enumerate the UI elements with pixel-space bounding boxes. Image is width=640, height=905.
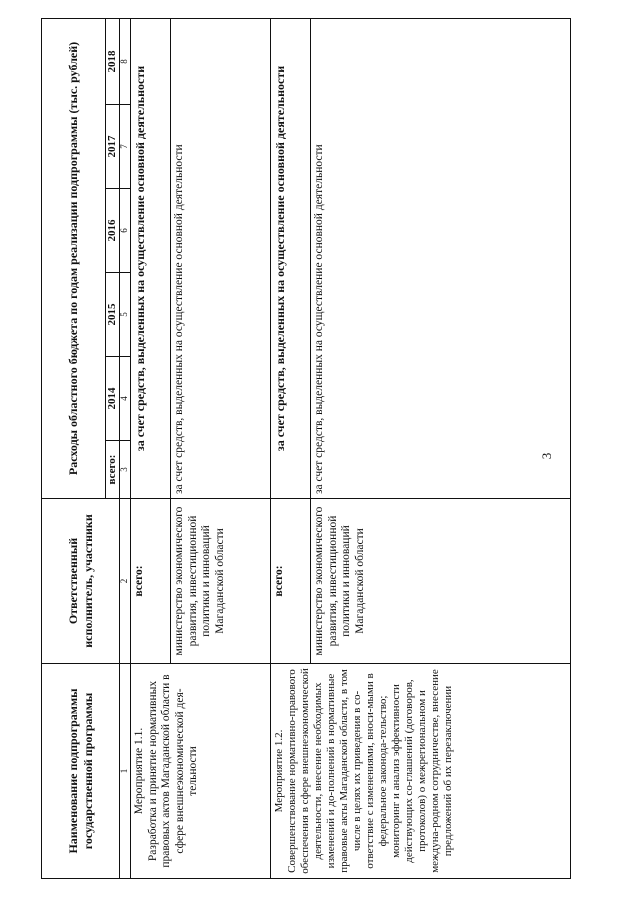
col-num-8: 8 [120, 18, 131, 104]
table-row [131, 18, 171, 878]
measure-cell [271, 664, 571, 879]
executor-note: за счет средств, выделенных на осуществление основной деятельности [311, 18, 571, 498]
total-note: за счет средств, выделенных на осуществление основной деятельности [131, 18, 171, 498]
col-num-4: 4 [120, 357, 131, 441]
header-year-2014: 2014 [106, 357, 120, 441]
header-name: Наименование подпрограммы государственной программы [42, 664, 120, 879]
page-number: 3 [539, 452, 554, 460]
header-row [42, 18, 106, 878]
col-num-6: 6 [120, 189, 131, 273]
executor: министерство экономического развития, инвестиционной политики и инноваций Магаданской области [311, 499, 571, 664]
total-label: всего: [131, 499, 171, 664]
col-num-3: 3 [120, 441, 131, 499]
budget-table [41, 18, 571, 879]
header-executor: Ответственный исполнитель, участники [42, 499, 120, 664]
header-total: всего: [106, 441, 120, 499]
measure-cell [131, 664, 271, 879]
rotated-table-wrap [41, 19, 571, 879]
measure-description: Совершенствование нормативно-правового обеспечения в сфере внешнеэкономической деятельности, внесение необходимых изменений и до-полнений в нормативные правовые акты Магаданской области, в том числе в целях их приведения в со-ответствие с изменениями, вноси-мыми в федеральное законода-тельство; мониторинг и анализ эффективности действующих со-глашений (договоров, протоколов) о межрегиональном и междуна-родном сотрудничестве, внесение предложений об их перезаключении [285, 668, 454, 874]
header-year-2018: 2018 [106, 18, 120, 104]
col-num-2: 2 [120, 499, 131, 664]
executor: министерство экономического развития, инвестиционной политики и инноваций Магаданской области [171, 499, 271, 664]
col-num-7: 7 [120, 105, 131, 189]
measure-description: Разработка и принятие нормативных правовых актов Магаданской области в сфере внешнеэкономической дея-тельности [146, 674, 200, 868]
executor-note: за счет средств, выделенных на осуществление основной деятельности [171, 18, 271, 498]
header-year-2015: 2015 [106, 273, 120, 357]
header-year-2016: 2016 [106, 189, 120, 273]
header-expenses: Расходы областного бюджета по годам реализации подпрограммы (тыс. рублей) [42, 18, 106, 498]
col-num-5: 5 [120, 273, 131, 357]
column-number-row [120, 18, 131, 878]
table-row [271, 18, 311, 878]
measure-title: Мероприятие 1.1. [133, 727, 145, 815]
header-year-2017: 2017 [106, 105, 120, 189]
total-label: всего: [271, 499, 311, 664]
col-num-1: 1 [120, 664, 131, 879]
total-note: за счет средств, выделенных на осуществление основной деятельности [271, 18, 311, 498]
measure-title: Мероприятие 1.2. [273, 729, 285, 813]
